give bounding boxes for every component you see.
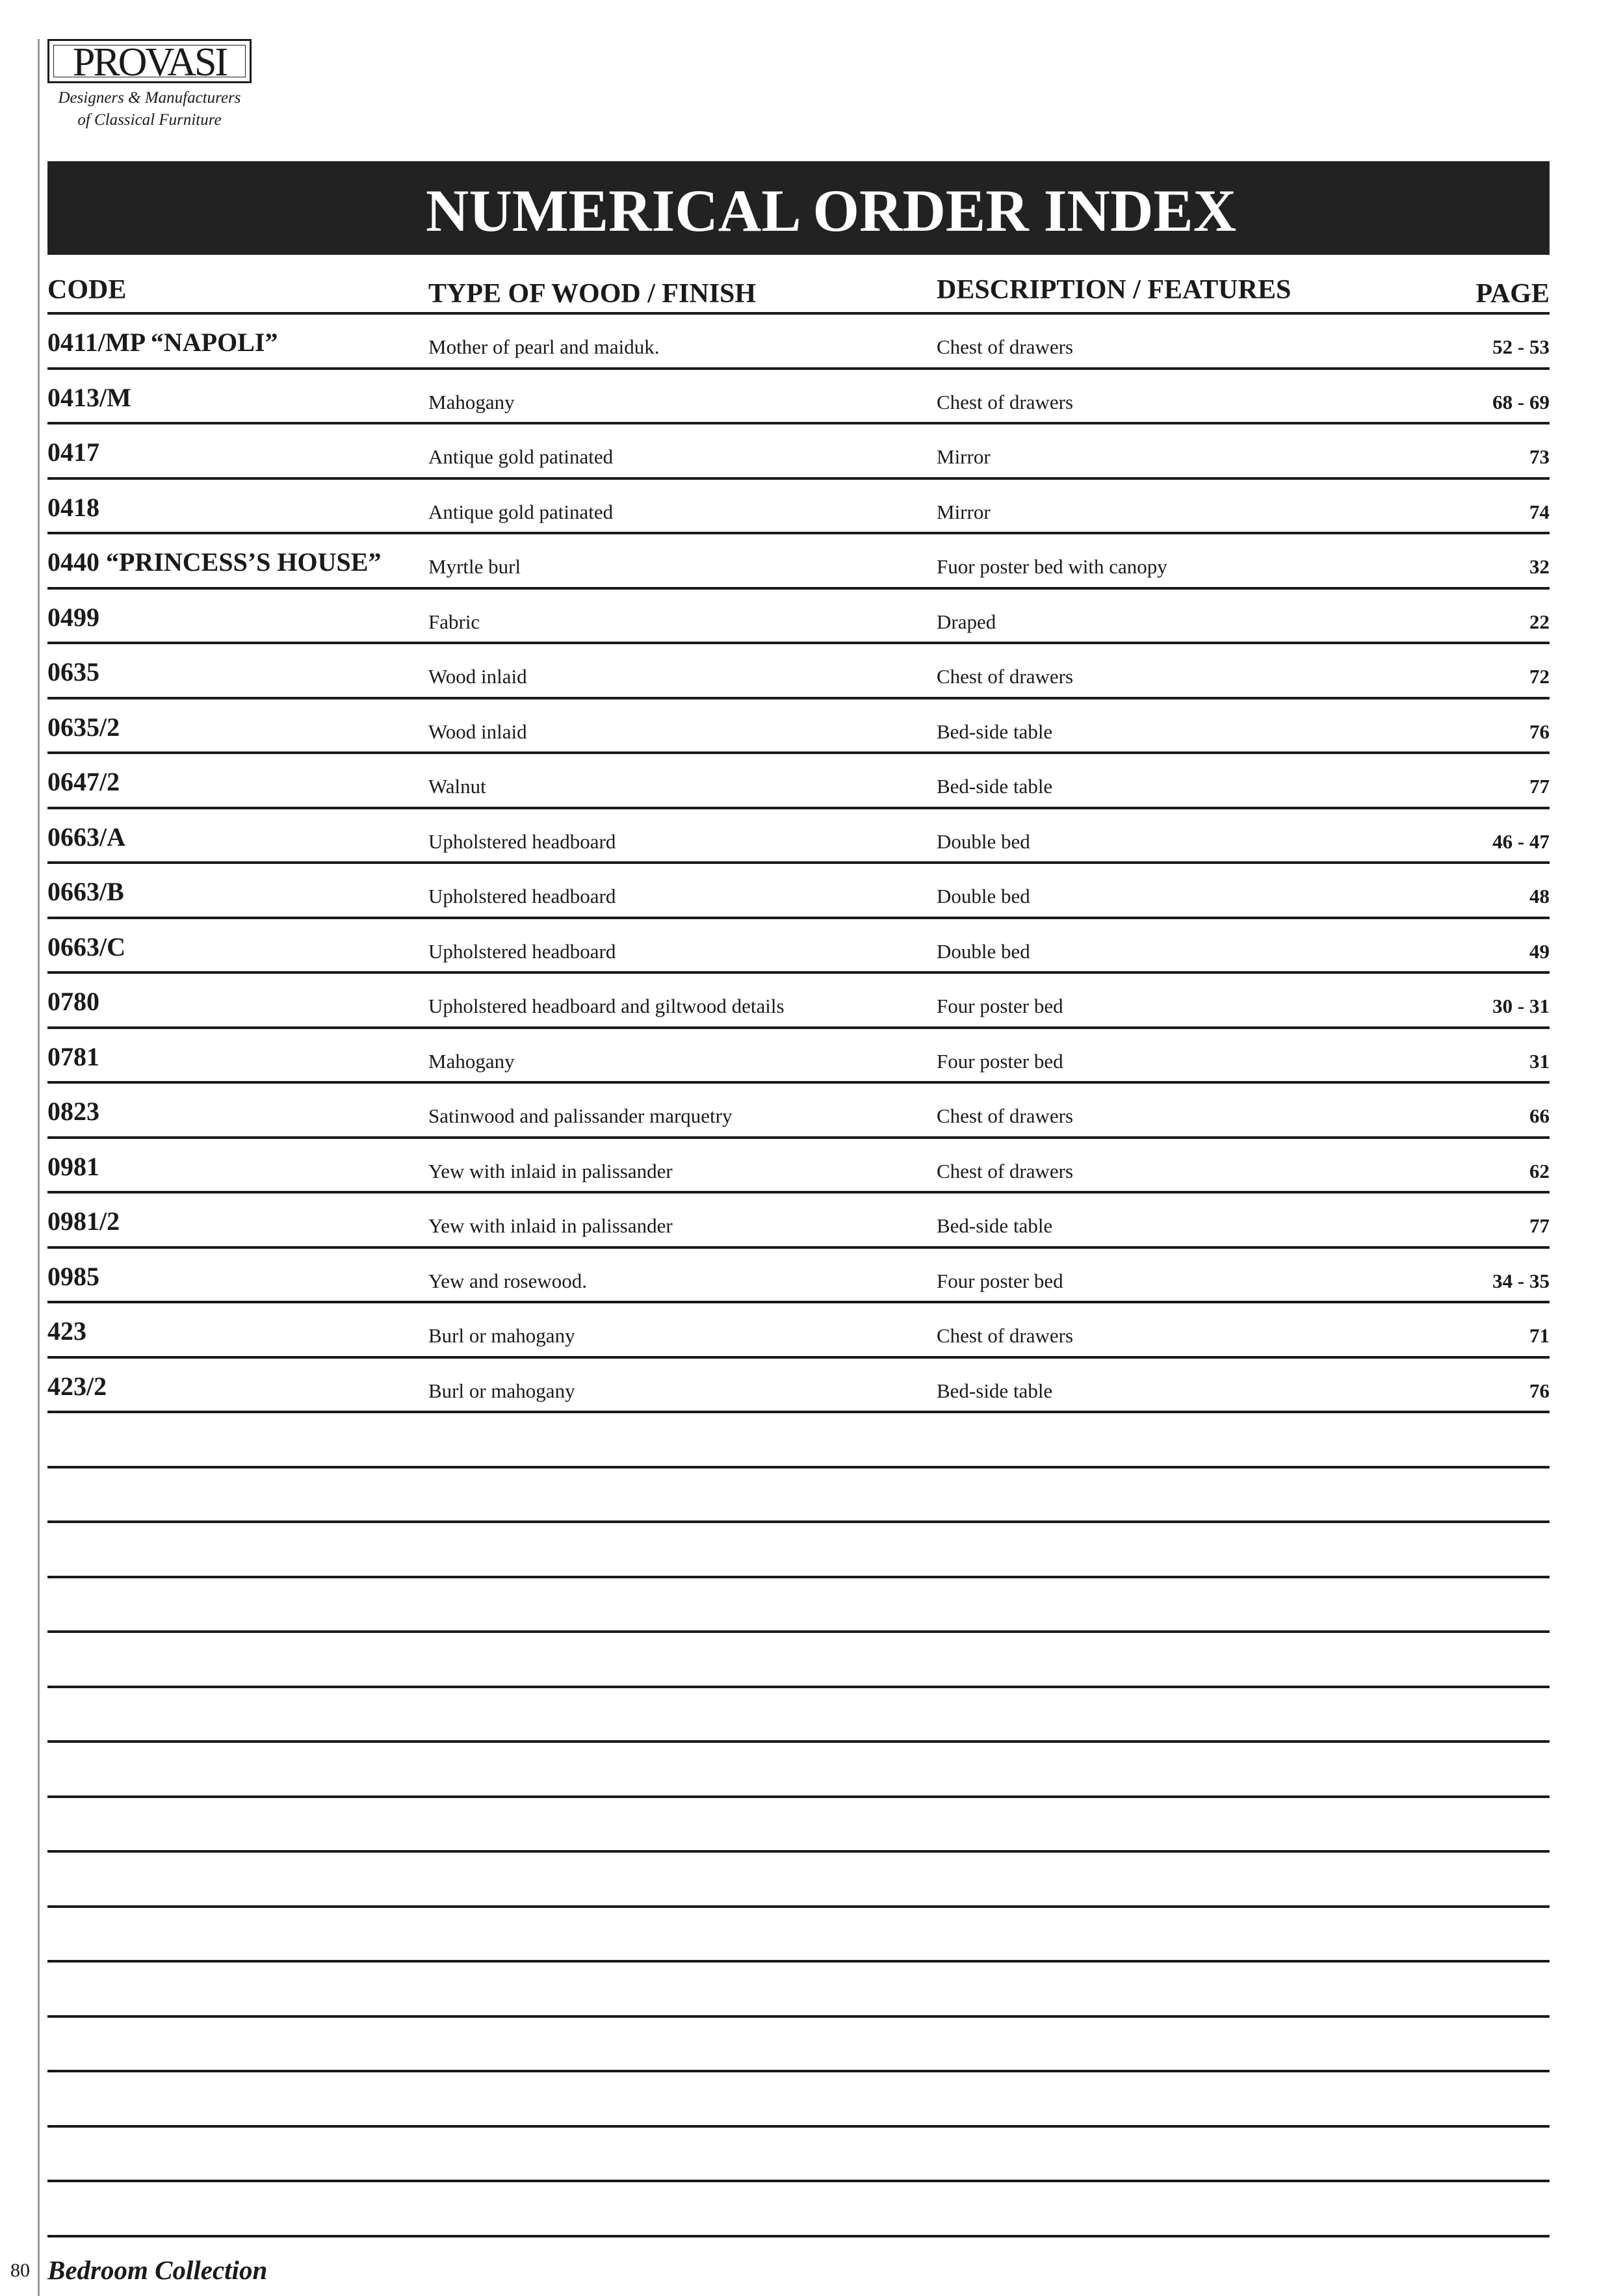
- page-cell: 62: [1529, 1159, 1550, 1182]
- description-cell: Four poster bed: [937, 995, 1063, 1017]
- page-title: NUMERICAL ORDER INDEX: [426, 177, 1237, 244]
- wood-cell: Fabric: [428, 610, 480, 633]
- code-cell: 0663/B: [47, 877, 124, 906]
- row-rule: [47, 587, 1550, 590]
- wood-cell: Yew with inlaid in palissander: [428, 1214, 673, 1237]
- wood-cell: Burl or mahogany: [428, 1324, 575, 1347]
- page-cell: 66: [1529, 1104, 1550, 1127]
- blank-row-rule: [47, 2180, 1550, 2182]
- page-cell: 49: [1529, 939, 1550, 963]
- page-cell: 76: [1529, 1379, 1550, 1402]
- wood-cell: Antique gold patinated: [428, 500, 614, 523]
- page-cell: 77: [1529, 1214, 1550, 1237]
- blank-row-rule: [47, 1740, 1550, 1743]
- page-cell: 22: [1529, 610, 1550, 633]
- page-cell: 76: [1529, 720, 1550, 743]
- blank-row-rule: [47, 1686, 1550, 1688]
- description-cell: Double bed: [937, 939, 1030, 963]
- row-rule: [47, 971, 1550, 974]
- wood-cell: Antique gold patinated: [428, 445, 614, 468]
- column-header-description: DESCRIPTION / FEATURES: [937, 275, 1292, 305]
- blank-row-rule: [47, 1576, 1550, 1578]
- page-cell: 48: [1529, 885, 1550, 907]
- provasi-logo: [47, 39, 252, 83]
- blank-row-rule: [47, 2235, 1550, 2237]
- tagline-line-2: of Classical Furniture: [77, 111, 222, 129]
- page-cell: 72: [1529, 665, 1550, 688]
- left-margin-rule: [38, 39, 40, 2296]
- page-cell: 68 - 69: [1492, 390, 1550, 413]
- page-cell: 71: [1529, 1324, 1550, 1347]
- wood-cell: Mahogany: [428, 1049, 515, 1073]
- code-cell: 0663/C: [47, 932, 125, 961]
- row-rule: [47, 1246, 1550, 1249]
- page-cell: 34 - 35: [1492, 1269, 1550, 1292]
- blank-row-rule: [47, 1520, 1550, 1523]
- code-cell: 0411/MP “NAPOLI”: [47, 328, 278, 357]
- page-cell: 77: [1529, 775, 1550, 798]
- blank-row-rule: [47, 2015, 1550, 2018]
- wood-cell: Upholstered headboard: [428, 885, 616, 907]
- row-rule: [47, 1191, 1550, 1194]
- blank-row-rule: [47, 1630, 1550, 1633]
- page-cell: 74: [1529, 500, 1550, 523]
- code-cell: 0981: [47, 1151, 99, 1181]
- row-rule: [47, 697, 1550, 699]
- column-header-wood: TYPE OF WOOD / FINISH: [428, 279, 757, 309]
- description-cell: Chest of drawers: [937, 390, 1074, 413]
- code-cell: 0635/2: [47, 712, 120, 742]
- description-cell: Double bed: [937, 885, 1030, 907]
- row-rule: [47, 422, 1550, 424]
- code-cell: 0985: [47, 1261, 99, 1291]
- collection-title: Bedroom Collection: [47, 2255, 268, 2285]
- description-cell: Chest of drawers: [937, 1159, 1074, 1182]
- column-header-page: PAGE: [1475, 279, 1550, 309]
- wood-cell: Upholstered headboard: [428, 939, 616, 963]
- page-number: 80: [10, 2260, 30, 2281]
- blank-row-rule: [47, 2070, 1550, 2072]
- code-cell: 0823: [47, 1097, 99, 1126]
- description-cell: Mirror: [937, 445, 991, 468]
- row-rule: [47, 1301, 1550, 1303]
- blank-row-rule: [47, 2125, 1550, 2128]
- code-cell: 0418: [47, 492, 99, 522]
- page-cell: 30 - 31: [1492, 995, 1550, 1017]
- description-cell: Double bed: [937, 829, 1030, 853]
- wood-cell: Burl or mahogany: [428, 1379, 575, 1402]
- row-rule: [47, 861, 1550, 864]
- code-cell: 0417: [47, 437, 99, 467]
- row-rule: [47, 1136, 1550, 1139]
- wood-cell: Yew and rosewood.: [428, 1269, 587, 1292]
- blank-row-rule: [47, 1960, 1550, 1963]
- row-rule: [47, 1026, 1550, 1029]
- description-cell: Bed-side table: [937, 1379, 1053, 1402]
- code-cell: 423: [47, 1316, 86, 1346]
- wood-cell: Mahogany: [428, 390, 515, 413]
- description-cell: Bed-side table: [937, 1214, 1053, 1237]
- logo-wordmark: PROVASI: [72, 40, 227, 85]
- code-cell: 0981/2: [47, 1207, 120, 1236]
- row-rule: [47, 917, 1550, 919]
- row-rule: [47, 477, 1550, 480]
- description-cell: Bed-side table: [937, 775, 1053, 798]
- blank-row-rule: [47, 1795, 1550, 1798]
- wood-cell: Upholstered headboard and giltwood details: [428, 995, 785, 1017]
- header-rule: [47, 312, 1550, 315]
- description-cell: Chest of drawers: [937, 1104, 1074, 1127]
- code-cell: 0440 “PRINCESS’S HOUSE”: [47, 547, 382, 577]
- blank-row-rule: [47, 1850, 1550, 1853]
- code-cell: 423/2: [47, 1371, 107, 1401]
- row-rule: [47, 1356, 1550, 1359]
- wood-cell: Myrtle burl: [428, 555, 521, 578]
- description-cell: Chest of drawers: [937, 665, 1074, 688]
- column-header-code: CODE: [47, 275, 127, 305]
- description-cell: Mirror: [937, 500, 991, 523]
- blank-row-rule: [47, 1466, 1550, 1468]
- page-cell: 52 - 53: [1492, 335, 1550, 358]
- page-cell: 46 - 47: [1492, 829, 1550, 853]
- wood-cell: Yew with inlaid in palissander: [428, 1159, 673, 1182]
- code-cell: 0647/2: [47, 767, 120, 796]
- page-cell: 31: [1529, 1049, 1550, 1073]
- row-rule: [47, 532, 1550, 534]
- code-cell: 0663/A: [47, 822, 125, 852]
- blank-row-rule: [47, 1905, 1550, 1908]
- row-rule: [47, 1411, 1550, 1413]
- wood-cell: Walnut: [428, 775, 486, 798]
- description-cell: Fuor poster bed with canopy: [937, 555, 1167, 578]
- description-cell: Draped: [937, 610, 996, 633]
- row-rule: [47, 367, 1550, 370]
- code-cell: 0781: [47, 1041, 99, 1071]
- description-cell: Chest of drawers: [937, 335, 1074, 358]
- page-cell: 73: [1529, 445, 1550, 468]
- row-rule: [47, 751, 1550, 754]
- row-rule: [47, 807, 1550, 809]
- description-cell: Bed-side table: [937, 720, 1053, 743]
- wood-cell: Wood inlaid: [428, 720, 527, 743]
- description-cell: Chest of drawers: [937, 1324, 1074, 1347]
- wood-cell: Mother of pearl and maiduk.: [428, 335, 660, 358]
- row-rule: [47, 1081, 1550, 1084]
- wood-cell: Satinwood and palissander marquetry: [428, 1104, 733, 1127]
- row-rule: [47, 642, 1550, 644]
- description-cell: Four poster bed: [937, 1049, 1063, 1073]
- code-cell: 0413/M: [47, 382, 131, 412]
- code-cell: 0635: [47, 657, 99, 686]
- wood-cell: Upholstered headboard: [428, 829, 616, 853]
- page-cell: 32: [1529, 555, 1550, 578]
- brand-tagline: [39, 87, 260, 131]
- description-cell: Four poster bed: [937, 1269, 1063, 1292]
- code-cell: 0499: [47, 602, 99, 632]
- code-cell: 0780: [47, 987, 99, 1016]
- wood-cell: Wood inlaid: [428, 665, 527, 688]
- tagline-line-1: Designers & Manufacturers: [58, 89, 241, 107]
